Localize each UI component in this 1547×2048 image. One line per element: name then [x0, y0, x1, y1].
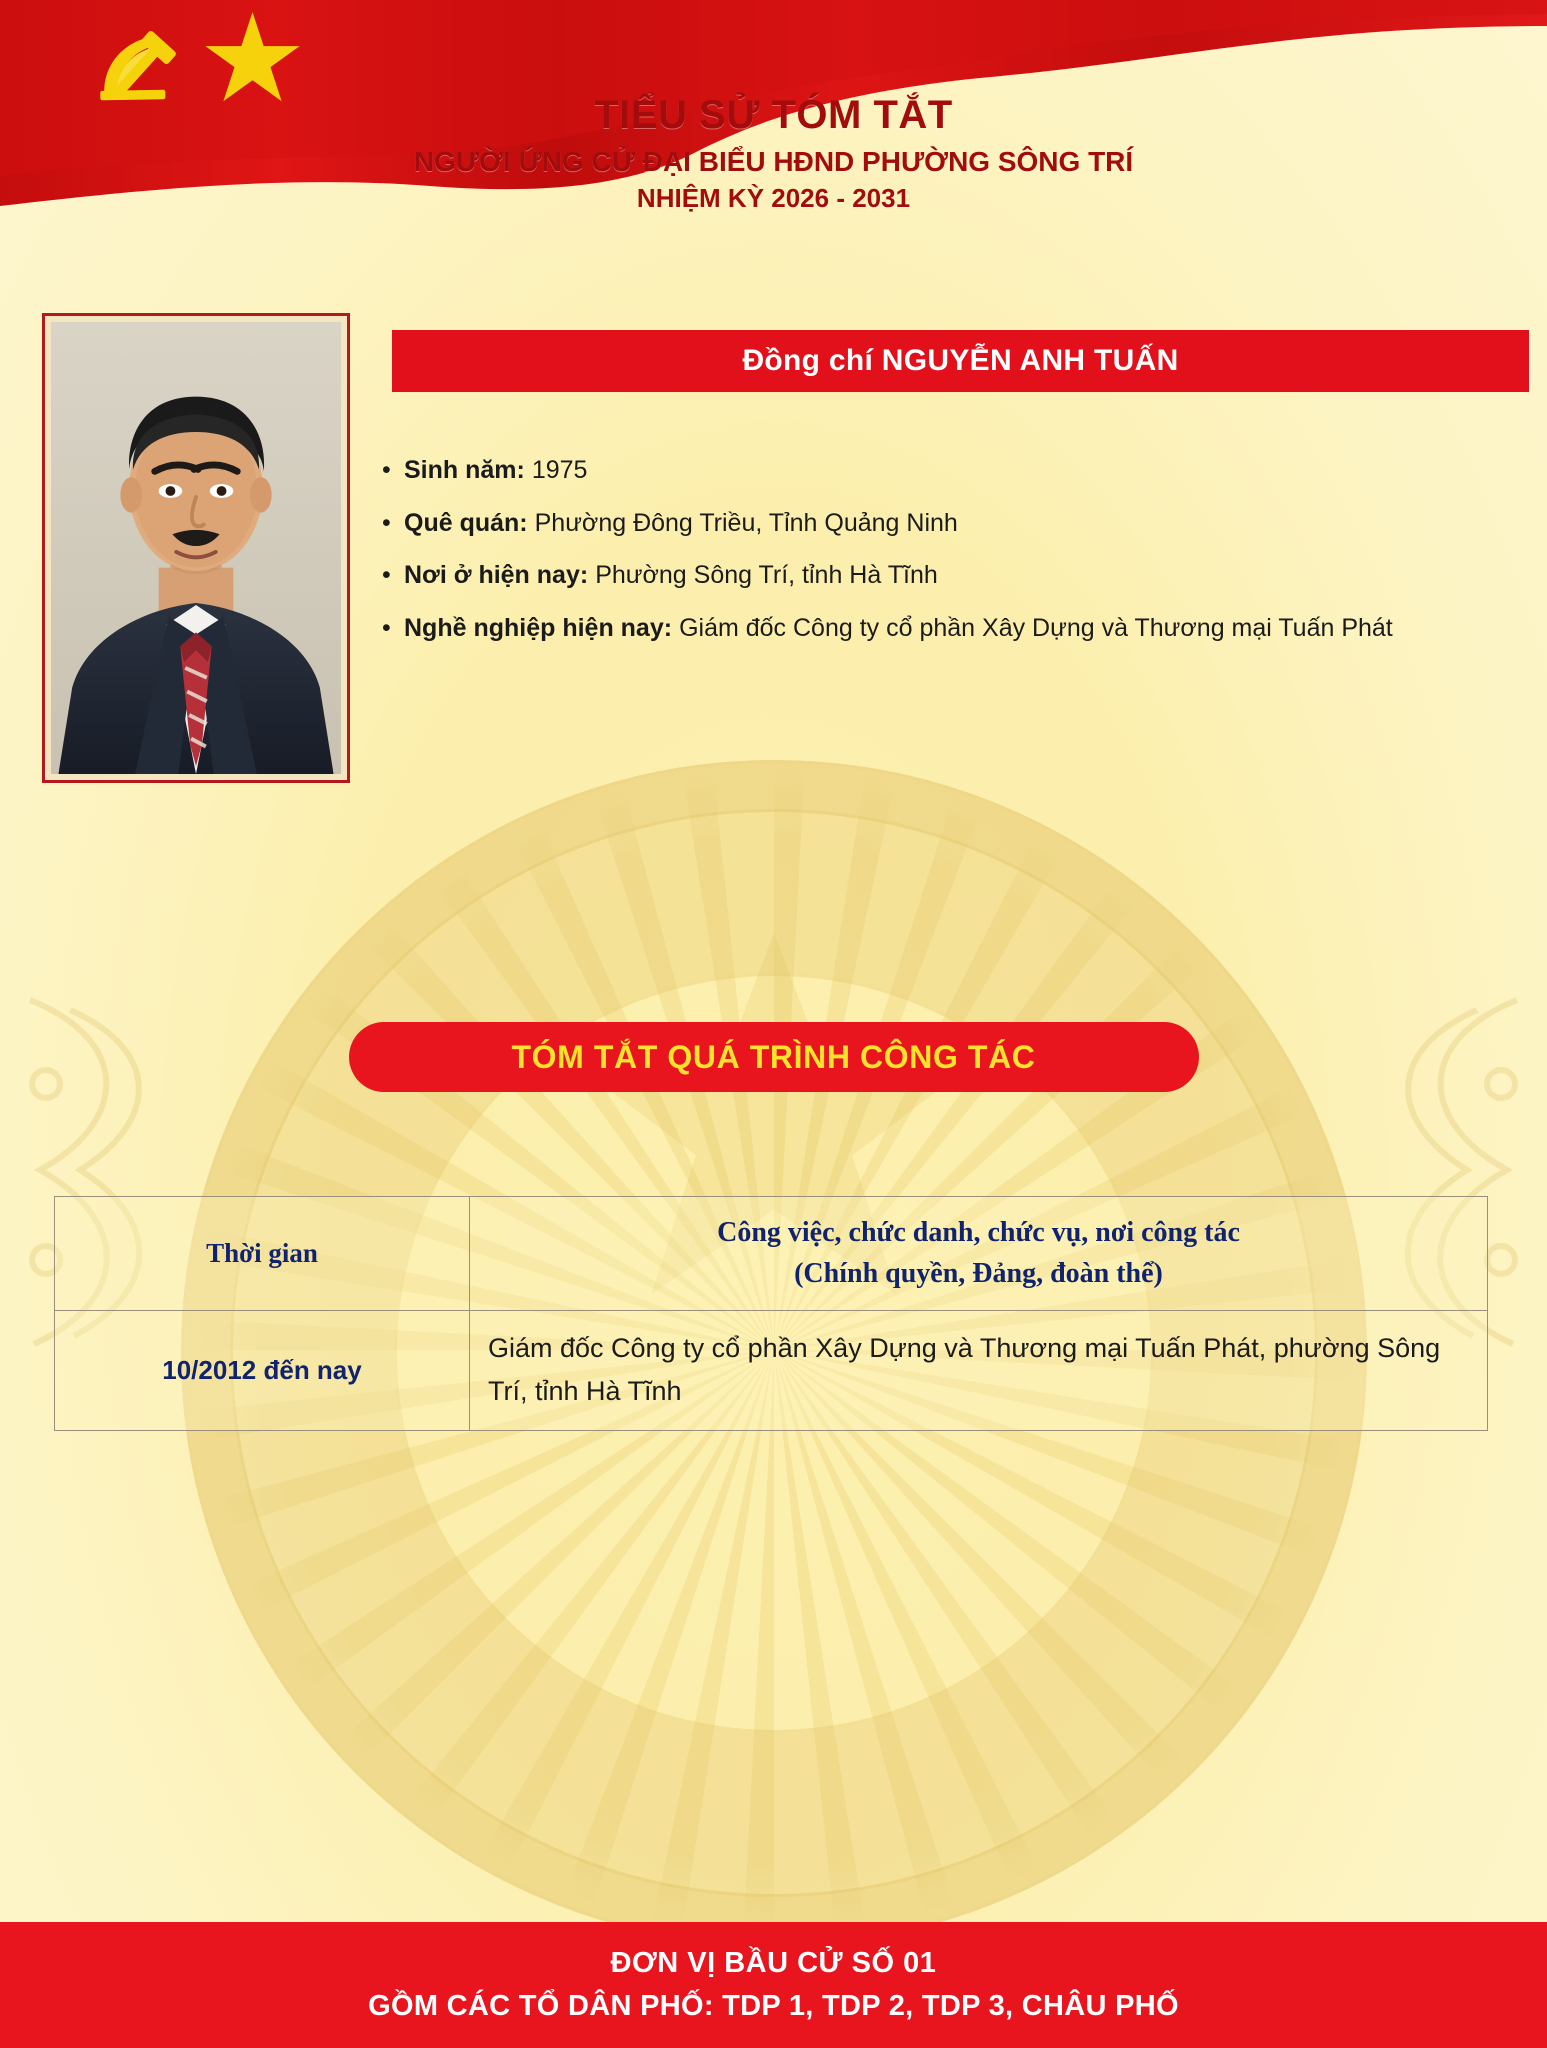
- info-value: Phường Đông Triều, Tỉnh Quảng Ninh: [534, 508, 958, 537]
- bullet-icon: •: [382, 456, 391, 484]
- footer-constituency: ĐƠN VỊ BẦU CỬ SỐ 01: [610, 1947, 937, 1979]
- career-table: [54, 1196, 1488, 1431]
- cell-time: 10/2012 đến nay: [55, 1311, 470, 1430]
- bullet-icon: •: [382, 561, 391, 589]
- info-label: Sinh năm:: [404, 456, 525, 484]
- header-text-block: [0, 0, 1547, 216]
- candidate-info-list: [382, 450, 1507, 660]
- column-header-job-line1: Công việc, chức danh, chức vụ, nơi công tác: [717, 1217, 1240, 1248]
- info-value: 1975: [531, 456, 588, 484]
- table-row: [55, 1311, 1488, 1430]
- list-item: [382, 503, 1507, 544]
- list-item: [382, 608, 1507, 649]
- cell-job: Giám đốc Công ty cổ phần Xây Dựng và Thương mại Tuấn Phát, phường Sông Trí, tỉnh Hà Tĩnh: [470, 1311, 1488, 1430]
- candidate-photo-frame: [42, 313, 350, 783]
- info-value: Giám đốc Công ty cổ phần Xây Dựng và Thương mại Tuấn Phát: [679, 613, 1393, 642]
- page-title: TIỂU SỬ TÓM TẮT: [594, 93, 953, 137]
- bullet-icon: •: [382, 508, 391, 537]
- info-label: Quê quán:: [404, 508, 528, 537]
- column-header-job: [470, 1197, 1488, 1311]
- bullet-icon: •: [382, 613, 391, 642]
- page-subtitle-1: NGƯỜI ỨNG CỬ ĐẠI BIỂU HĐND PHƯỜNG SÔNG TRÍ: [413, 146, 1134, 178]
- candidate-name-banner: Đồng chí NGUYỄN ANH TUẤN: [392, 330, 1529, 392]
- info-value: Phường Sông Trí, tỉnh Hà Tĩnh: [595, 561, 938, 589]
- list-item: [382, 450, 1507, 491]
- list-item: [382, 555, 1507, 596]
- column-header-time: Thời gian: [55, 1197, 470, 1311]
- candidate-photo: [51, 322, 341, 774]
- footer-banner: [0, 1922, 1547, 2048]
- column-header-job-line2: (Chính quyền, Đảng, đoàn thể): [794, 1257, 1163, 1289]
- table-header-row: [55, 1197, 1488, 1311]
- portrait-illustration-icon: [51, 322, 341, 774]
- header-banner: [0, 0, 1547, 228]
- footer-wards: GỒM CÁC TỔ DÂN PHỐ: TDP 1, TDP 2, TDP 3, CHÂU PHỐ: [368, 1990, 1179, 2022]
- career-section-title: TÓM TẮT QUÁ TRÌNH CÔNG TÁC: [349, 1022, 1199, 1092]
- page-subtitle-2: NHIỆM KỲ 2026 - 2031: [636, 182, 911, 213]
- info-label: Nơi ở hiện nay:: [404, 561, 589, 589]
- info-label: Nghề nghiệp hiện nay:: [404, 613, 673, 642]
